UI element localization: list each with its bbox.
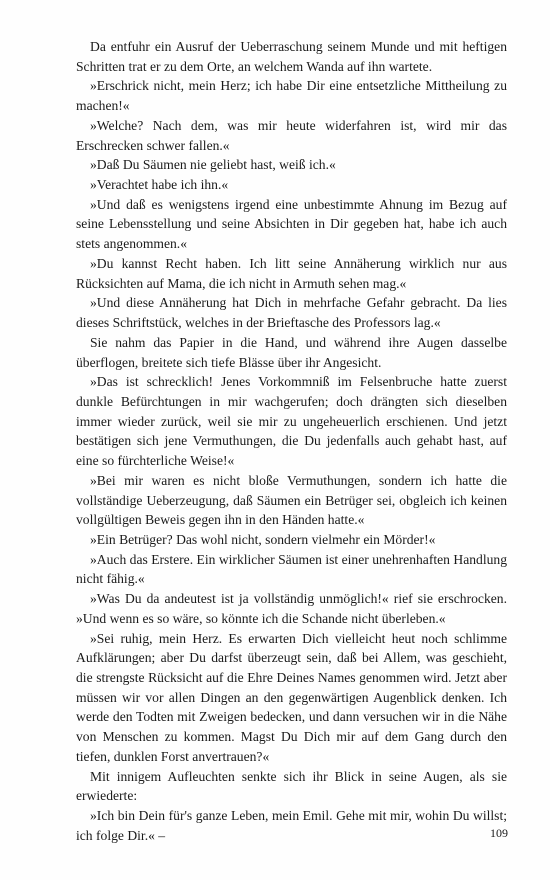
paragraph: »Du kannst Recht haben. Ich litt seine Annäherung wirklich nur aus Rücksichten auf Mama, die ich nicht in Armuth sehen mag.« [76,255,507,291]
paragraph: »Welche? Nach dem, was mir heute widerfahren ist, wird mir das Erschrecken schwer fallen.« [76,117,507,153]
paragraph: »Bei mir waren es nicht bloße Vermuthungen, sondern ich hatte die vollständige Ueberzeugung, daß Säumen ein Betrüger sei, obgleich ich keinen vollgültigen Beweis gegen ihn in den Händen hatte.« [76,472,507,528]
paragraph: Da entfuhr ein Ausruf der Ueberraschung seinem Munde und mit heftigen Schritten trat er zu dem Orte, an welchem Wanda auf ihn wartete. [76,39,507,74]
paragraph: »Und daß es wenigstens irgend eine unbestimmte Ahnung im Bezug auf seine Lebensstellung und seine Absichten in Dir gegeben hat, habe ich auch stets angenommen.« [76,196,507,252]
paragraph: Sie nahm das Papier in die Hand, und während ihre Augen dasselbe überflogen, breitete sich tiefe Blässe über ihr Angesicht. [76,334,507,370]
paragraph: »Auch das Erstere. Ein wirklicher Säumen ist einer unehrenhaften Handlung nicht fähig.« [76,551,507,587]
paragraph: »Was Du da andeutest ist ja vollständig unmöglich!« rief sie erschrocken. »Und wenn es so wäre, so könnte ich die Schande nicht überleben.« [76,591,507,626]
body-text [76,37,507,845]
paragraph: »Sei ruhig, mein Herz. Es erwarten Dich vielleicht heut noch schlimme Aufklärungen; aber Du darfst überzeugt sein, daß bei Allem, was geschieht, die strengste Rücksicht auf die Ehre Deines Names genommen wird. Jetzt aber müssen wir vor allen Dingen an den gegenwärtigen Augenblick denken. Ich werde den Todten mit Zweigen bedecken, und dann versuchen wir in die Nähe von Menschen zu kommen. Magst Du Dich mir auf dem Gang durch den tiefen, dunklen Forst anvertrauen?« [76,630,507,764]
paragraph: »Verachtet habe ich ihn.« [90,177,229,193]
paragraph: »Daß Du Säumen nie geliebt hast, weiß ich.« [90,157,336,173]
paragraph: »Erschrick nicht, mein Herz; ich habe Dir eine entsetzliche Mittheilung zu machen!« [76,78,507,114]
paragraph: »Das ist schrecklich! Jenes Vorkommniß im Felsenbruche hatte zuerst dunkle Befürchtungen in mir wachgerufen; doch drängten sich dieselben immer wieder zurück, weil sie mir zu ungeheuerlich erschienen. Und jetzt bestätigen sich jene Vermuthungen, die Du jedenfalls auch gehabt hast, auf eine so fürchterliche Weise!« [76,374,507,469]
paragraph: »Ein Betrüger? Das wohl nicht, sondern vielmehr ein Mörder!« [90,531,436,547]
page-number: 109 [490,826,508,840]
paragraph: Mit innigem Aufleuchten senkte sich ihr Blick in seine Augen, als sie erwiederte: [76,768,507,804]
paragraph: »Ich bin Dein für's ganze Leben, mein Emil. Gehe mit mir, wohin Du willst; ich folge Dir.« – [76,808,507,843]
paragraph: »Und diese Annäherung hat Dich in mehrfache Gefahr gebracht. Da lies dieses Schriftstück, welches in der Brieftasche des Professors lag.« [76,295,507,331]
